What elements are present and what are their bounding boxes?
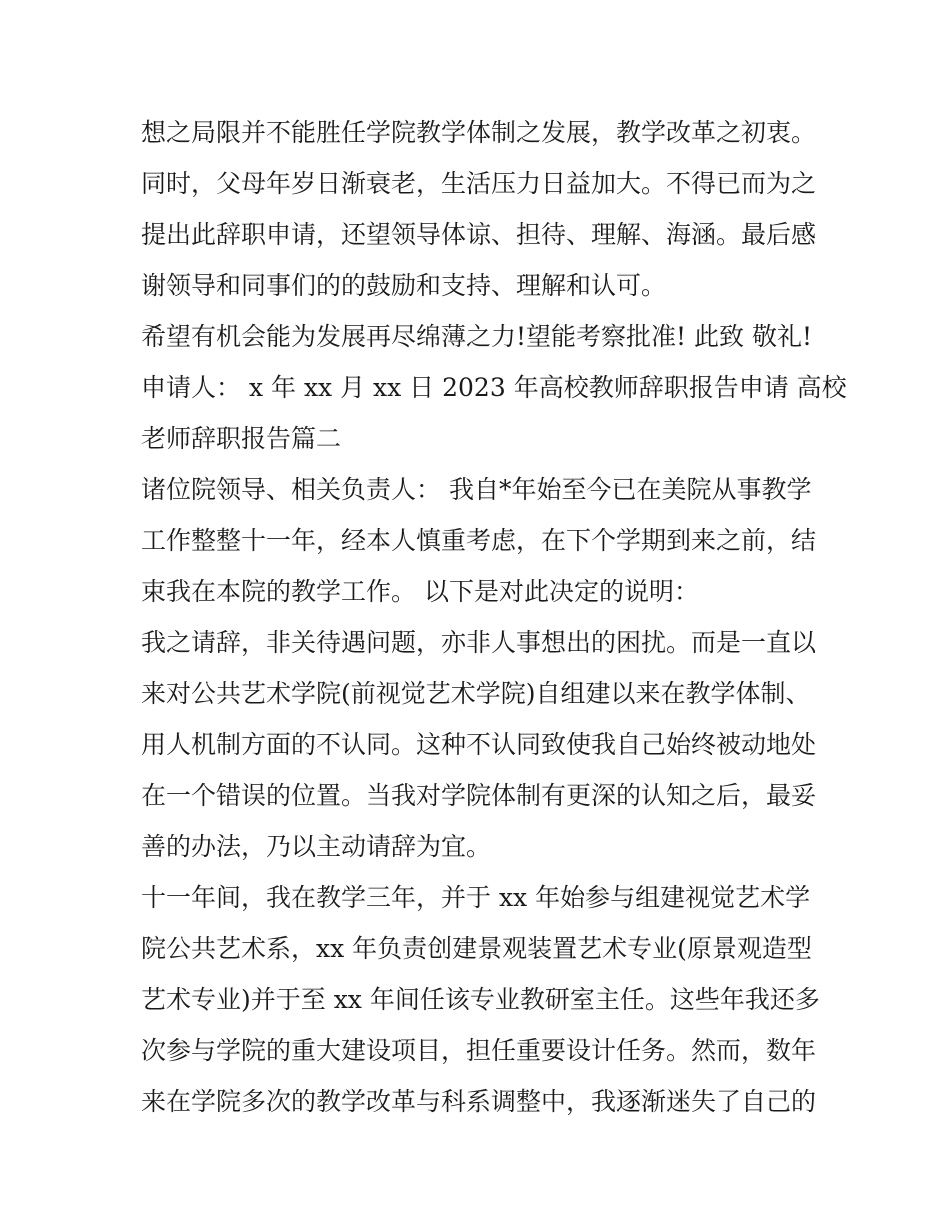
text-line: 院公共艺术系，xx 年负责创建景观装置艺术专业(原景观造型 — [141, 934, 812, 963]
text-line: 用人机制方面的不认同。这种不认同致使我自己始终被动地处 — [141, 730, 817, 759]
text-line: 工作整整十一年，经本人慎重考虑，在下个学期到来之前，结 — [141, 526, 817, 555]
document-body — [141, 107, 847, 1127]
text-line: 老师辞职报告篇二 — [141, 424, 342, 453]
text-line: 束我在本院的教学工作。 以下是对此决定的说明： — [141, 577, 699, 606]
text-line: 来在学院多次的教学改革与科系调整中，我逐渐迷失了自己的 — [141, 1087, 817, 1116]
text-line: 希望有机会能为发展再尽绵薄之力!望能考察批准! 此致 敬礼! — [141, 322, 813, 351]
text-line: 次参与学院的重大建设项目，担任重要设计任务。然而，数年 — [141, 1036, 817, 1065]
text-line: 来对公共艺术学院(前视觉艺术学院)自组建以来在教学体制、 — [141, 679, 811, 708]
text-line: 善的办法，乃以主动请辞为宜。 — [141, 832, 492, 861]
text-line: 同时，父母年岁日渐衰老，生活压力日益加大。不得已而为之 — [141, 169, 817, 198]
text-line: 艺术专业)并于至 xx 年间任该专业教研室主任。这些年我还多 — [141, 985, 820, 1014]
text-line: 谢领导和同事们的的鼓励和支持、理解和认可。 — [141, 271, 667, 300]
text-line: 想之局限并不能胜任学院教学体制之发展，教学改革之初衷。 — [141, 118, 817, 147]
text-line: 十一年间，我在教学三年，并于 xx 年始参与组建视觉艺术学 — [141, 883, 811, 912]
text-line: 申请人： x 年 xx 月 xx 日 2023 年高校教师辞职报告申请 高校 — [141, 373, 847, 402]
text-line: 提出此辞职申请，还望领导体谅、担待、理解、海涵。最后感 — [141, 220, 817, 249]
text-line: 诸位院领导、相关负责人： 我自*年始至今已在美院从事教学 — [141, 475, 812, 504]
text-line: 我之请辞，非关待遇问题，亦非人事想出的困扰。而是一直以 — [141, 628, 817, 657]
text-line: 在一个错误的位置。当我对学院体制有更深的认知之后，最妥 — [141, 781, 817, 810]
